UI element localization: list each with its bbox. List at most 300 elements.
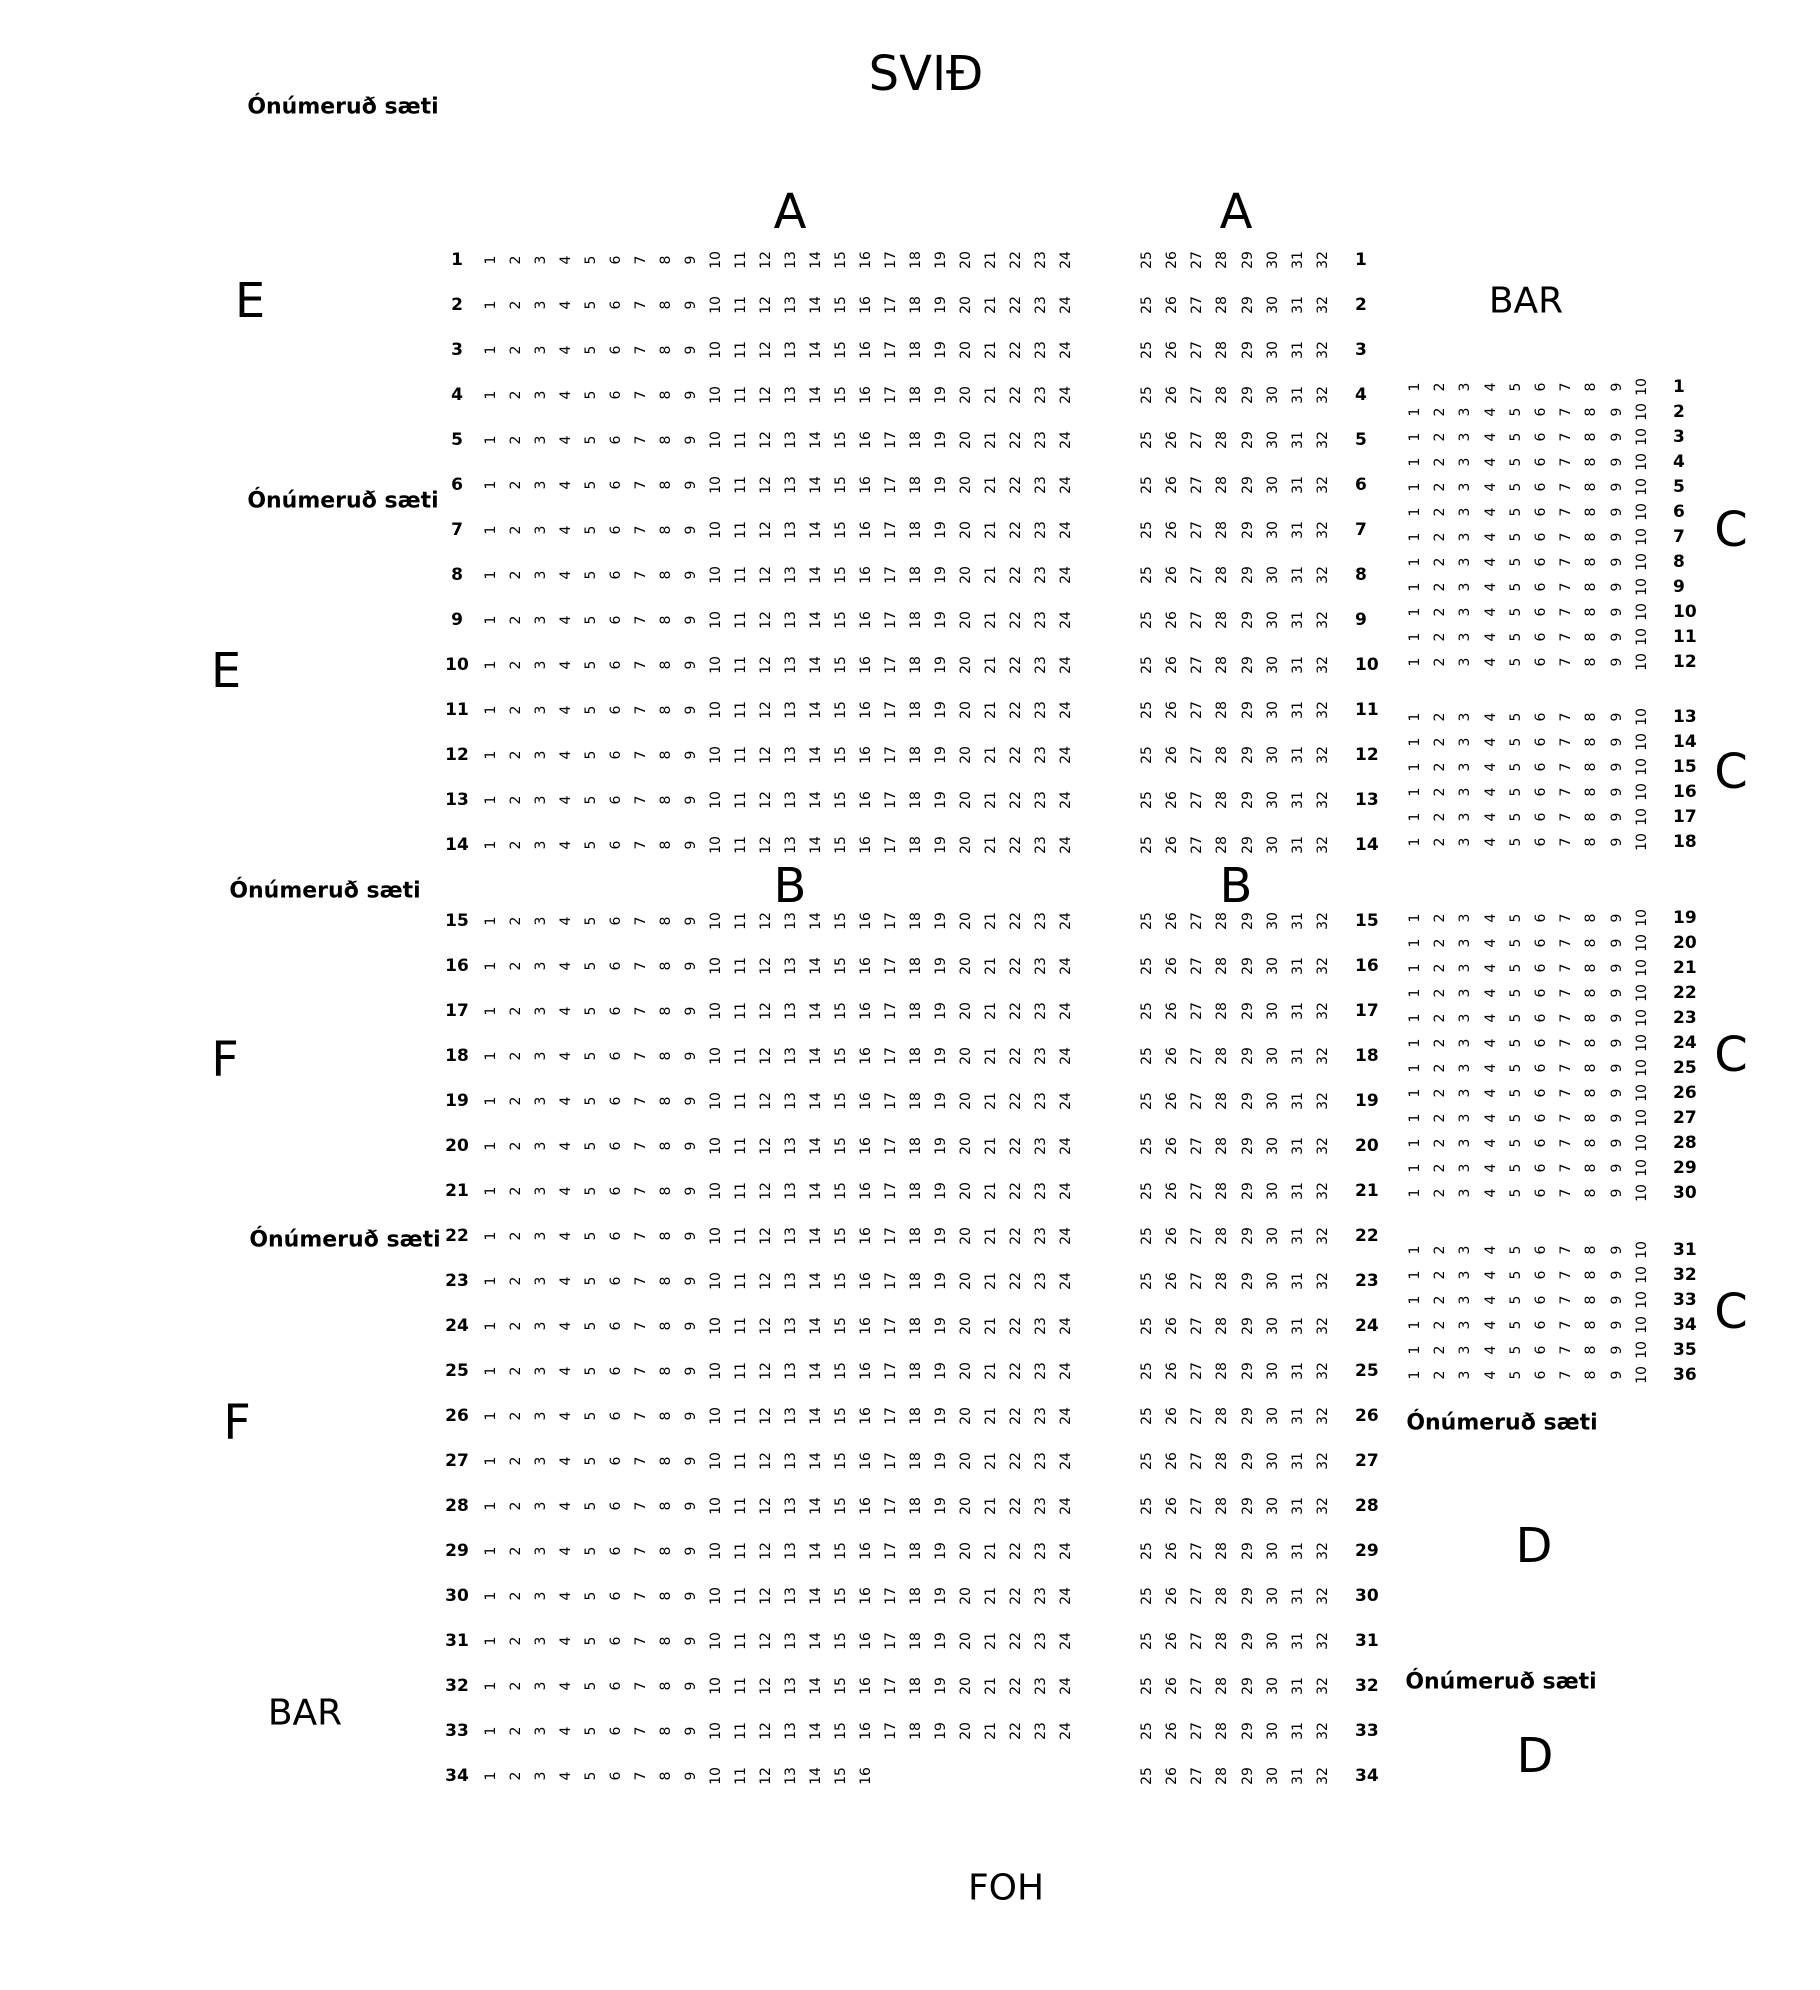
- seat-r26-s19[interactable]: 19: [933, 1407, 949, 1425]
- seat-r20-s17[interactable]: 17: [883, 1137, 899, 1155]
- seat-r20-s24[interactable]: 24: [1058, 1137, 1074, 1155]
- seat-r11-s12[interactable]: 12: [758, 701, 774, 719]
- seat-r21-s19[interactable]: 19: [933, 1182, 949, 1200]
- seat-r33-s17[interactable]: 17: [883, 1722, 899, 1740]
- seat-r8-s5[interactable]: 5: [583, 570, 599, 580]
- seat-r31-s29[interactable]: 29: [1239, 1632, 1256, 1650]
- seat-r32-s3[interactable]: 3: [533, 1681, 549, 1691]
- seat-c-r34-s5[interactable]: 5: [1507, 1320, 1524, 1330]
- seat-r10-s22[interactable]: 22: [1008, 656, 1024, 674]
- seat-c-r28-s6[interactable]: 6: [1533, 1138, 1549, 1148]
- seat-r7-s4[interactable]: 4: [558, 525, 574, 535]
- seat-r29-s3[interactable]: 3: [533, 1546, 549, 1556]
- seat-c-r3-s8[interactable]: 8: [1583, 432, 1600, 442]
- seat-c-r36-s3[interactable]: 3: [1457, 1370, 1474, 1380]
- seat-c-r11-s7[interactable]: 7: [1558, 632, 1575, 642]
- seat-r30-s28[interactable]: 28: [1214, 1587, 1231, 1605]
- seat-r24-s32[interactable]: 32: [1314, 1317, 1331, 1335]
- seat-r9-s21[interactable]: 21: [983, 611, 999, 629]
- seat-r28-s21[interactable]: 21: [983, 1497, 999, 1515]
- seat-r11-s15[interactable]: 15: [833, 701, 849, 719]
- seat-c-r4-s4[interactable]: 4: [1482, 457, 1499, 467]
- seat-r21-s10[interactable]: 10: [708, 1182, 724, 1200]
- seat-r8-s14[interactable]: 14: [808, 566, 824, 584]
- seat-r28-s5[interactable]: 5: [583, 1501, 599, 1511]
- seat-r21-s1[interactable]: 1: [483, 1186, 499, 1196]
- seat-c-r22-s8[interactable]: 8: [1583, 988, 1600, 998]
- seat-r25-s28[interactable]: 28: [1214, 1362, 1231, 1380]
- seat-r15-s12[interactable]: 12: [758, 912, 774, 930]
- seat-c-r8-s8[interactable]: 8: [1583, 557, 1600, 567]
- seat-r27-s26[interactable]: 26: [1164, 1452, 1181, 1470]
- seat-r23-s24[interactable]: 24: [1058, 1272, 1074, 1290]
- seat-r6-s27[interactable]: 27: [1189, 476, 1206, 494]
- seat-c-r31-s10[interactable]: 10: [1633, 1241, 1650, 1259]
- seat-c-r30-s3[interactable]: 3: [1457, 1188, 1474, 1198]
- seat-r28-s20[interactable]: 20: [958, 1497, 974, 1515]
- seat-r13-s8[interactable]: 8: [658, 795, 674, 805]
- seat-r31-s26[interactable]: 26: [1164, 1632, 1181, 1650]
- seat-r5-s24[interactable]: 24: [1058, 431, 1074, 449]
- seat-r5-s28[interactable]: 28: [1214, 431, 1231, 449]
- seat-r6-s3[interactable]: 3: [533, 480, 549, 490]
- seat-r24-s5[interactable]: 5: [583, 1321, 599, 1331]
- seat-r21-s15[interactable]: 15: [833, 1182, 849, 1200]
- seat-r1-s7[interactable]: 7: [633, 255, 649, 265]
- seat-r31-s28[interactable]: 28: [1214, 1632, 1231, 1650]
- seat-c-r2-s6[interactable]: 6: [1533, 407, 1549, 417]
- seat-r9-s29[interactable]: 29: [1239, 611, 1256, 629]
- seat-r1-s9[interactable]: 9: [683, 255, 699, 265]
- seat-r29-s19[interactable]: 19: [933, 1542, 949, 1560]
- seat-r17-s32[interactable]: 32: [1314, 1002, 1331, 1020]
- seat-c-r36-s10[interactable]: 10: [1633, 1366, 1650, 1384]
- seat-r32-s9[interactable]: 9: [683, 1681, 699, 1691]
- seat-r2-s30[interactable]: 30: [1264, 296, 1281, 314]
- seat-r3-s13[interactable]: 13: [783, 341, 799, 359]
- seat-c-r30-s6[interactable]: 6: [1533, 1188, 1549, 1198]
- seat-r9-s26[interactable]: 26: [1164, 611, 1181, 629]
- seat-r14-s31[interactable]: 31: [1289, 836, 1306, 854]
- seat-c-r3-s1[interactable]: 1: [1407, 432, 1423, 442]
- seat-r7-s30[interactable]: 30: [1264, 521, 1281, 539]
- seat-c-r12-s5[interactable]: 5: [1507, 657, 1524, 667]
- seat-r10-s24[interactable]: 24: [1058, 656, 1074, 674]
- seat-r13-s31[interactable]: 31: [1289, 791, 1306, 809]
- seat-r4-s24[interactable]: 24: [1058, 386, 1074, 404]
- seat-r19-s11[interactable]: 11: [733, 1092, 749, 1110]
- seat-r18-s27[interactable]: 27: [1189, 1047, 1206, 1065]
- seat-r9-s1[interactable]: 1: [483, 615, 499, 625]
- seat-r15-s29[interactable]: 29: [1239, 912, 1256, 930]
- seat-c-r18-s8[interactable]: 8: [1583, 837, 1600, 847]
- seat-r2-s10[interactable]: 10: [708, 296, 724, 314]
- seat-c-r3-s6[interactable]: 6: [1533, 432, 1549, 442]
- seat-r23-s21[interactable]: 21: [983, 1272, 999, 1290]
- seat-r31-s9[interactable]: 9: [683, 1636, 699, 1646]
- seat-c-r19-s5[interactable]: 5: [1507, 913, 1524, 923]
- seat-r31-s24[interactable]: 24: [1058, 1632, 1074, 1650]
- seat-r23-s17[interactable]: 17: [883, 1272, 899, 1290]
- seat-r1-s4[interactable]: 4: [558, 255, 574, 265]
- seat-c-r35-s7[interactable]: 7: [1558, 1345, 1575, 1355]
- seat-r15-s2[interactable]: 2: [508, 916, 524, 926]
- seat-r32-s8[interactable]: 8: [658, 1681, 674, 1691]
- seat-r13-s2[interactable]: 2: [508, 795, 524, 805]
- seat-r18-s20[interactable]: 20: [958, 1047, 974, 1065]
- seat-r8-s23[interactable]: 23: [1033, 566, 1049, 584]
- seat-r2-s3[interactable]: 3: [533, 300, 549, 310]
- seat-r1-s21[interactable]: 21: [983, 251, 999, 269]
- seat-c-r3-s2[interactable]: 2: [1432, 432, 1449, 442]
- seat-r26-s1[interactable]: 1: [483, 1411, 499, 1421]
- seat-c-r13-s7[interactable]: 7: [1558, 712, 1575, 722]
- seat-c-r27-s2[interactable]: 2: [1432, 1113, 1449, 1123]
- seat-r8-s32[interactable]: 32: [1314, 566, 1331, 584]
- seat-c-r2-s10[interactable]: 10: [1633, 403, 1650, 421]
- seat-r19-s1[interactable]: 1: [483, 1096, 499, 1106]
- seat-c-r21-s3[interactable]: 3: [1457, 963, 1474, 973]
- seat-r29-s8[interactable]: 8: [658, 1546, 674, 1556]
- seat-r11-s14[interactable]: 14: [808, 701, 824, 719]
- seat-r21-s11[interactable]: 11: [733, 1182, 749, 1200]
- seat-r21-s17[interactable]: 17: [883, 1182, 899, 1200]
- seat-r16-s27[interactable]: 27: [1189, 957, 1206, 975]
- seat-c-r18-s1[interactable]: 1: [1407, 837, 1423, 847]
- seat-r25-s2[interactable]: 2: [508, 1366, 524, 1376]
- seat-r32-s11[interactable]: 11: [733, 1677, 749, 1695]
- seat-r22-s4[interactable]: 4: [558, 1231, 574, 1241]
- seat-r23-s27[interactable]: 27: [1189, 1272, 1206, 1290]
- seat-r7-s25[interactable]: 25: [1139, 521, 1155, 539]
- seat-r10-s4[interactable]: 4: [558, 660, 574, 670]
- seat-c-r20-s7[interactable]: 7: [1558, 938, 1575, 948]
- seat-r24-s10[interactable]: 10: [708, 1317, 724, 1335]
- seat-r24-s2[interactable]: 2: [508, 1321, 524, 1331]
- seat-r16-s19[interactable]: 19: [933, 957, 949, 975]
- seat-c-r9-s8[interactable]: 8: [1583, 582, 1600, 592]
- seat-r17-s8[interactable]: 8: [658, 1006, 674, 1016]
- seat-c-r8-s9[interactable]: 9: [1608, 557, 1625, 567]
- seat-c-r26-s3[interactable]: 3: [1457, 1088, 1474, 1098]
- seat-r19-s7[interactable]: 7: [633, 1096, 649, 1106]
- seat-r8-s10[interactable]: 10: [708, 566, 724, 584]
- seat-c-r21-s8[interactable]: 8: [1583, 963, 1600, 973]
- seat-r2-s28[interactable]: 28: [1214, 296, 1231, 314]
- seat-r22-s27[interactable]: 27: [1189, 1227, 1206, 1245]
- seat-r14-s24[interactable]: 24: [1058, 836, 1074, 854]
- seat-r33-s29[interactable]: 29: [1239, 1722, 1256, 1740]
- seat-r7-s12[interactable]: 12: [758, 521, 774, 539]
- seat-c-r5-s9[interactable]: 9: [1608, 482, 1625, 492]
- seat-r8-s30[interactable]: 30: [1264, 566, 1281, 584]
- seat-c-r2-s3[interactable]: 3: [1457, 407, 1474, 417]
- seat-r30-s14[interactable]: 14: [808, 1587, 824, 1605]
- seat-c-r19-s1[interactable]: 1: [1407, 913, 1423, 923]
- seat-r32-s32[interactable]: 32: [1314, 1677, 1331, 1695]
- seat-r7-s2[interactable]: 2: [508, 525, 524, 535]
- seat-c-r5-s10[interactable]: 10: [1633, 478, 1650, 496]
- seat-c-r24-s4[interactable]: 4: [1482, 1038, 1499, 1048]
- seat-r18-s28[interactable]: 28: [1214, 1047, 1231, 1065]
- seat-c-r23-s1[interactable]: 1: [1407, 1013, 1423, 1023]
- seat-c-r20-s1[interactable]: 1: [1407, 938, 1423, 948]
- seat-r6-s20[interactable]: 20: [958, 476, 974, 494]
- seat-c-r15-s6[interactable]: 6: [1533, 762, 1549, 772]
- seat-c-r29-s6[interactable]: 6: [1533, 1163, 1549, 1173]
- seat-r34-s4[interactable]: 4: [558, 1771, 574, 1781]
- seat-r3-s18[interactable]: 18: [908, 341, 924, 359]
- seat-r26-s25[interactable]: 25: [1139, 1407, 1155, 1425]
- seat-r20-s11[interactable]: 11: [733, 1137, 749, 1155]
- seat-r31-s6[interactable]: 6: [608, 1636, 624, 1646]
- seat-r2-s4[interactable]: 4: [558, 300, 574, 310]
- seat-r22-s1[interactable]: 1: [483, 1231, 499, 1241]
- seat-r33-s27[interactable]: 27: [1189, 1722, 1206, 1740]
- seat-c-r16-s3[interactable]: 3: [1457, 787, 1474, 797]
- seat-c-r2-s8[interactable]: 8: [1583, 407, 1600, 417]
- seat-c-r35-s5[interactable]: 5: [1507, 1345, 1524, 1355]
- seat-c-r23-s6[interactable]: 6: [1533, 1013, 1549, 1023]
- seat-r19-s30[interactable]: 30: [1264, 1092, 1281, 1110]
- seat-r22-s24[interactable]: 24: [1058, 1227, 1074, 1245]
- seat-r5-s21[interactable]: 21: [983, 431, 999, 449]
- seat-r13-s30[interactable]: 30: [1264, 791, 1281, 809]
- seat-r17-s31[interactable]: 31: [1289, 1002, 1306, 1020]
- seat-r20-s6[interactable]: 6: [608, 1141, 624, 1151]
- seat-r30-s27[interactable]: 27: [1189, 1587, 1206, 1605]
- seat-r7-s5[interactable]: 5: [583, 525, 599, 535]
- seat-r22-s30[interactable]: 30: [1264, 1227, 1281, 1245]
- seat-r30-s12[interactable]: 12: [758, 1587, 774, 1605]
- seat-r28-s25[interactable]: 25: [1139, 1497, 1155, 1515]
- seat-r22-s3[interactable]: 3: [533, 1231, 549, 1241]
- seat-r20-s1[interactable]: 1: [483, 1141, 499, 1151]
- seat-r27-s14[interactable]: 14: [808, 1452, 824, 1470]
- seat-r6-s7[interactable]: 7: [633, 480, 649, 490]
- seat-c-r35-s6[interactable]: 6: [1533, 1345, 1549, 1355]
- seat-r15-s14[interactable]: 14: [808, 912, 824, 930]
- seat-r17-s21[interactable]: 21: [983, 1002, 999, 1020]
- seat-r4-s31[interactable]: 31: [1289, 386, 1306, 404]
- seat-r24-s16[interactable]: 16: [858, 1317, 874, 1335]
- seat-r11-s18[interactable]: 18: [908, 701, 924, 719]
- seat-c-r3-s4[interactable]: 4: [1482, 432, 1499, 442]
- seat-r5-s19[interactable]: 19: [933, 431, 949, 449]
- seat-r3-s28[interactable]: 28: [1214, 341, 1231, 359]
- seat-r6-s19[interactable]: 19: [933, 476, 949, 494]
- seat-c-r15-s3[interactable]: 3: [1457, 762, 1474, 772]
- seat-r6-s23[interactable]: 23: [1033, 476, 1049, 494]
- seat-r18-s13[interactable]: 13: [783, 1047, 799, 1065]
- seat-r22-s7[interactable]: 7: [633, 1231, 649, 1241]
- seat-r12-s5[interactable]: 5: [583, 750, 599, 760]
- seat-r22-s6[interactable]: 6: [608, 1231, 624, 1241]
- seat-r14-s28[interactable]: 28: [1214, 836, 1231, 854]
- seat-c-r5-s8[interactable]: 8: [1583, 482, 1600, 492]
- seat-r26-s16[interactable]: 16: [858, 1407, 874, 1425]
- seat-r2-s22[interactable]: 22: [1008, 296, 1024, 314]
- seat-r11-s21[interactable]: 21: [983, 701, 999, 719]
- seat-r19-s13[interactable]: 13: [783, 1092, 799, 1110]
- seat-r17-s29[interactable]: 29: [1239, 1002, 1256, 1020]
- seat-r28-s14[interactable]: 14: [808, 1497, 824, 1515]
- seat-r26-s20[interactable]: 20: [958, 1407, 974, 1425]
- seat-r34-s12[interactable]: 12: [758, 1767, 774, 1785]
- seat-r23-s3[interactable]: 3: [533, 1276, 549, 1286]
- seat-c-r22-s9[interactable]: 9: [1608, 988, 1625, 998]
- seat-r34-s11[interactable]: 11: [733, 1767, 749, 1785]
- seat-r31-s25[interactable]: 25: [1139, 1632, 1155, 1650]
- seat-c-r10-s7[interactable]: 7: [1558, 607, 1575, 617]
- seat-r6-s32[interactable]: 32: [1314, 476, 1331, 494]
- seat-r20-s19[interactable]: 19: [933, 1137, 949, 1155]
- seat-r10-s30[interactable]: 30: [1264, 656, 1281, 674]
- seat-r29-s13[interactable]: 13: [783, 1542, 799, 1560]
- seat-r8-s6[interactable]: 6: [608, 570, 624, 580]
- seat-r18-s19[interactable]: 19: [933, 1047, 949, 1065]
- seat-r28-s10[interactable]: 10: [708, 1497, 724, 1515]
- seat-c-r19-s9[interactable]: 9: [1608, 913, 1625, 923]
- seat-c-r31-s7[interactable]: 7: [1558, 1245, 1575, 1255]
- seat-c-r11-s6[interactable]: 6: [1533, 632, 1549, 642]
- seat-r30-s7[interactable]: 7: [633, 1591, 649, 1601]
- seat-r12-s14[interactable]: 14: [808, 746, 824, 764]
- seat-r9-s12[interactable]: 12: [758, 611, 774, 629]
- seat-r24-s14[interactable]: 14: [808, 1317, 824, 1335]
- seat-c-r21-s10[interactable]: 10: [1633, 959, 1650, 977]
- seat-r33-s21[interactable]: 21: [983, 1722, 999, 1740]
- seat-r27-s18[interactable]: 18: [908, 1452, 924, 1470]
- seat-r4-s25[interactable]: 25: [1139, 386, 1155, 404]
- seat-r24-s29[interactable]: 29: [1239, 1317, 1256, 1335]
- seat-c-r11-s1[interactable]: 1: [1407, 632, 1423, 642]
- seat-r33-s26[interactable]: 26: [1164, 1722, 1181, 1740]
- seat-r14-s26[interactable]: 26: [1164, 836, 1181, 854]
- seat-r6-s18[interactable]: 18: [908, 476, 924, 494]
- seat-r13-s29[interactable]: 29: [1239, 791, 1256, 809]
- seat-r21-s5[interactable]: 5: [583, 1186, 599, 1196]
- seat-r19-s16[interactable]: 16: [858, 1092, 874, 1110]
- seat-r34-s30[interactable]: 30: [1264, 1767, 1281, 1785]
- seat-r16-s20[interactable]: 20: [958, 957, 974, 975]
- seat-r12-s30[interactable]: 30: [1264, 746, 1281, 764]
- seat-r19-s10[interactable]: 10: [708, 1092, 724, 1110]
- seat-c-r10-s9[interactable]: 9: [1608, 607, 1625, 617]
- seat-c-r26-s2[interactable]: 2: [1432, 1088, 1449, 1098]
- seat-r8-s8[interactable]: 8: [658, 570, 674, 580]
- seat-r25-s30[interactable]: 30: [1264, 1362, 1281, 1380]
- seat-r20-s32[interactable]: 32: [1314, 1137, 1331, 1155]
- seat-r31-s12[interactable]: 12: [758, 1632, 774, 1650]
- seat-r16-s24[interactable]: 24: [1058, 957, 1074, 975]
- seat-r25-s4[interactable]: 4: [558, 1366, 574, 1376]
- seat-r13-s9[interactable]: 9: [683, 795, 699, 805]
- seat-r13-s7[interactable]: 7: [633, 795, 649, 805]
- seat-r8-s29[interactable]: 29: [1239, 566, 1256, 584]
- seat-c-r5-s7[interactable]: 7: [1558, 482, 1575, 492]
- seat-r9-s32[interactable]: 32: [1314, 611, 1331, 629]
- seat-r1-s19[interactable]: 19: [933, 251, 949, 269]
- seat-c-r11-s9[interactable]: 9: [1608, 632, 1625, 642]
- seat-r31-s7[interactable]: 7: [633, 1636, 649, 1646]
- seat-r11-s22[interactable]: 22: [1008, 701, 1024, 719]
- seat-r32-s17[interactable]: 17: [883, 1677, 899, 1695]
- seat-r16-s32[interactable]: 32: [1314, 957, 1331, 975]
- seat-r28-s22[interactable]: 22: [1008, 1497, 1024, 1515]
- seat-c-r35-s2[interactable]: 2: [1432, 1345, 1449, 1355]
- seat-r3-s17[interactable]: 17: [883, 341, 899, 359]
- seat-r26-s32[interactable]: 32: [1314, 1407, 1331, 1425]
- seat-r3-s29[interactable]: 29: [1239, 341, 1256, 359]
- seat-r5-s25[interactable]: 25: [1139, 431, 1155, 449]
- seat-r34-s10[interactable]: 10: [708, 1767, 724, 1785]
- seat-c-r34-s7[interactable]: 7: [1558, 1320, 1575, 1330]
- seat-c-r16-s4[interactable]: 4: [1482, 787, 1499, 797]
- seat-r4-s13[interactable]: 13: [783, 386, 799, 404]
- seat-r11-s9[interactable]: 9: [683, 705, 699, 715]
- seat-r5-s9[interactable]: 9: [683, 435, 699, 445]
- seat-r15-s8[interactable]: 8: [658, 916, 674, 926]
- seat-c-r25-s10[interactable]: 10: [1633, 1059, 1650, 1077]
- seat-r18-s24[interactable]: 24: [1058, 1047, 1074, 1065]
- seat-r17-s11[interactable]: 11: [733, 1002, 749, 1020]
- seat-r29-s11[interactable]: 11: [733, 1542, 749, 1560]
- seat-r32-s2[interactable]: 2: [508, 1681, 524, 1691]
- seat-r33-s6[interactable]: 6: [608, 1726, 624, 1736]
- seat-r13-s24[interactable]: 24: [1058, 791, 1074, 809]
- seat-r13-s27[interactable]: 27: [1189, 791, 1206, 809]
- seat-r16-s3[interactable]: 3: [533, 961, 549, 971]
- seat-r6-s5[interactable]: 5: [583, 480, 599, 490]
- seat-c-r18-s3[interactable]: 3: [1457, 837, 1474, 847]
- seat-c-r32-s7[interactable]: 7: [1558, 1270, 1575, 1280]
- seat-r6-s31[interactable]: 31: [1289, 476, 1306, 494]
- seat-r7-s23[interactable]: 23: [1033, 521, 1049, 539]
- seat-r10-s28[interactable]: 28: [1214, 656, 1231, 674]
- seat-r28-s6[interactable]: 6: [608, 1501, 624, 1511]
- seat-r23-s9[interactable]: 9: [683, 1276, 699, 1286]
- seat-r5-s14[interactable]: 14: [808, 431, 824, 449]
- seat-r26-s7[interactable]: 7: [633, 1411, 649, 1421]
- seat-c-r10-s6[interactable]: 6: [1533, 607, 1549, 617]
- seat-r20-s5[interactable]: 5: [583, 1141, 599, 1151]
- seat-r30-s19[interactable]: 19: [933, 1587, 949, 1605]
- seat-r29-s7[interactable]: 7: [633, 1546, 649, 1556]
- seat-r3-s21[interactable]: 21: [983, 341, 999, 359]
- seat-r27-s21[interactable]: 21: [983, 1452, 999, 1470]
- seat-r16-s8[interactable]: 8: [658, 961, 674, 971]
- seat-r34-s3[interactable]: 3: [533, 1771, 549, 1781]
- seat-c-r34-s9[interactable]: 9: [1608, 1320, 1625, 1330]
- seat-r15-s15[interactable]: 15: [833, 912, 849, 930]
- seat-r20-s12[interactable]: 12: [758, 1137, 774, 1155]
- seat-r33-s4[interactable]: 4: [558, 1726, 574, 1736]
- seat-r7-s11[interactable]: 11: [733, 521, 749, 539]
- seat-r4-s27[interactable]: 27: [1189, 386, 1206, 404]
- seat-r26-s13[interactable]: 13: [783, 1407, 799, 1425]
- seat-r14-s7[interactable]: 7: [633, 840, 649, 850]
- seat-r9-s7[interactable]: 7: [633, 615, 649, 625]
- seat-r25-s14[interactable]: 14: [808, 1362, 824, 1380]
- seat-r8-s4[interactable]: 4: [558, 570, 574, 580]
- seat-r8-s15[interactable]: 15: [833, 566, 849, 584]
- seat-r1-s22[interactable]: 22: [1008, 251, 1024, 269]
- seat-r33-s2[interactable]: 2: [508, 1726, 524, 1736]
- seat-c-r16-s8[interactable]: 8: [1583, 787, 1600, 797]
- seat-r12-s26[interactable]: 26: [1164, 746, 1181, 764]
- seat-r8-s20[interactable]: 20: [958, 566, 974, 584]
